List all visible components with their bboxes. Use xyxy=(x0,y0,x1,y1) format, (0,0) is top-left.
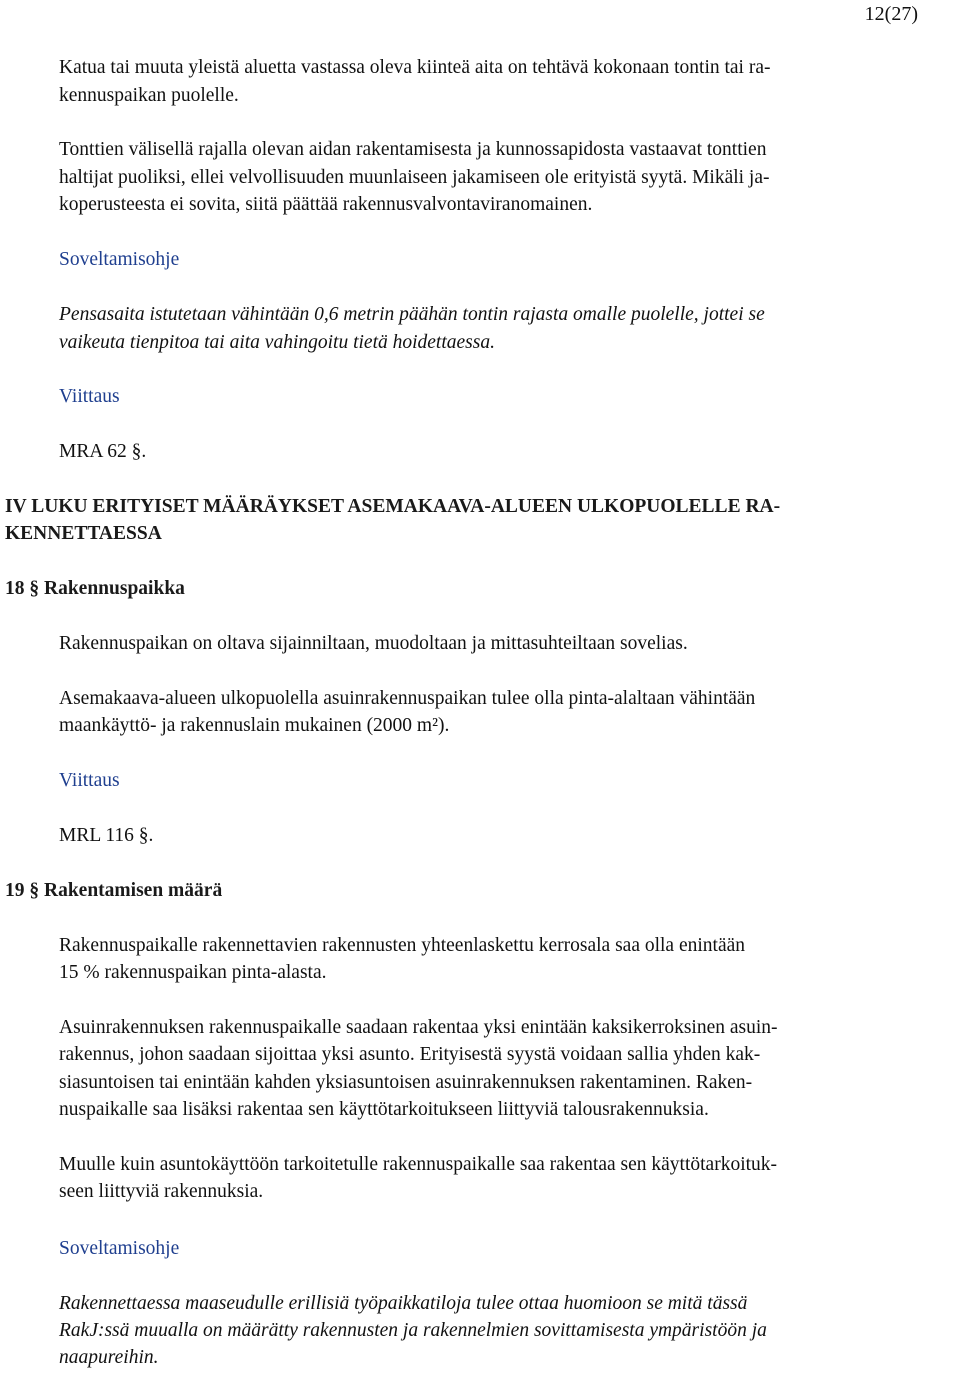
guidance-text-line-1: Pensasaita istutetaan vähintään 0,6 metrin päähän tontin rajasta omalle puolelle, jottei se xyxy=(59,304,765,325)
page-number: 12(27) xyxy=(864,3,918,25)
intro-paragraph-2-line-3: koperusteesta ei sovita, siitä päättää rakennusvalvontaviranomainen. xyxy=(59,194,593,215)
section-19-paragraph-1-line-2: 15 % rakennuspaikan pinta-alasta. xyxy=(59,962,327,983)
section-19-paragraph-3-line-2: seen liittyviä rakennuksia. xyxy=(59,1181,264,1202)
guidance-heading: Soveltamisohje xyxy=(59,249,180,270)
section-19-guidance-text-line-1: Rakennettaessa maaseudulle erillisiä työpaikkatiloja tulee ottaa huomioon se mitä tässä xyxy=(59,1293,748,1314)
section-19-guidance-text-line-3: naapureihin. xyxy=(59,1347,159,1368)
intro-paragraph-2-line-1: Tonttien välisellä rajalla olevan aidan rakentamisesta ja kunnossapidosta vastaavat tonttien xyxy=(59,139,767,160)
section-18-reference-text: MRL 116 §. xyxy=(59,825,154,846)
section-18-paragraph-1: Rakennuspaikan on oltava sijainniltaan, muodoltaan ja mittasuhteiltaan sovelias. xyxy=(59,633,688,654)
intro-paragraph-2-line-2: haltijat puoliksi, ellei velvollisuuden muunlaiseen jakamiseen ole erityistä syytä. Mikäli ja- xyxy=(59,167,770,188)
section-19-paragraph-1-line-1: Rakennuspaikalle rakennettavien rakennusten yhteenlaskettu kerrosala saa olla enintään xyxy=(59,935,746,956)
section-19-guidance-text-line-2: RakJ:ssä muualla on määrätty rakennusten ja rakennelmien sovittamisesta ympäristöön ja xyxy=(59,1320,767,1341)
section-18-paragraph-2-line-1: Asemakaava-alueen ulkopuolella asuinrakennuspaikan tulee olla pinta-alaltaan vähintään xyxy=(59,688,756,709)
section-19-paragraph-2-line-2: rakennus, johon saadaan sijoittaa yksi asunto. Erityisestä syystä voidaan sallia yhden kak- xyxy=(59,1044,761,1065)
section-19-guidance-heading: Soveltamisohje xyxy=(59,1238,180,1259)
guidance-text-line-2: vaikeuta tienpitoa tai aita vahingoitu tietä hoidettaessa. xyxy=(59,332,495,353)
intro-paragraph-1-line-2: kennuspaikan puolelle. xyxy=(59,85,239,106)
section-18-paragraph-2-line-2: maankäyttö- ja rakennuslain mukainen (2000 m²). xyxy=(59,715,450,736)
section-18-reference-heading: Viittaus xyxy=(59,770,120,791)
intro-paragraph-1-line-1: Katua tai muuta yleistä aluetta vastassa oleva kiinteä aita on tehtävä kokonaan tontin tai ra- xyxy=(59,57,771,78)
reference-heading: Viittaus xyxy=(59,386,120,407)
section-19-paragraph-2-line-3: siasuntoisen tai enintään kahden yksiasuntoisen asuinrakennuksen rakentaminen. Raken- xyxy=(59,1072,753,1093)
reference-text: MRA 62 §. xyxy=(59,441,147,462)
section-19-paragraph-2-line-1: Asuinrakennuksen rakennuspaikalle saadaan rakentaa yksi enintään kaksikerroksinen asuin- xyxy=(59,1017,778,1038)
section-19-paragraph-3-line-1: Muulle kuin asuntokäyttöön tarkoitetulle rakennuspaikalle saa rakentaa sen käyttötarkoituk- xyxy=(59,1154,778,1175)
section-19-paragraph-2-line-4: nuspaikalle saa lisäksi rakentaa sen käyttötarkoitukseen liittyviä talousrakennuksia. xyxy=(59,1099,709,1120)
section-18-heading: 18 § Rakennuspaikka xyxy=(5,578,185,599)
section-19-heading: 19 § Rakentamisen määrä xyxy=(5,880,223,901)
chapter-title-line-2: KENNETTAESSA xyxy=(5,523,162,544)
chapter-title-line-1: IV LUKU ERITYISET MÄÄRÄYKSET ASEMAKAAVA-ALUEEN ULKOPUOLELLE RA- xyxy=(5,496,781,517)
